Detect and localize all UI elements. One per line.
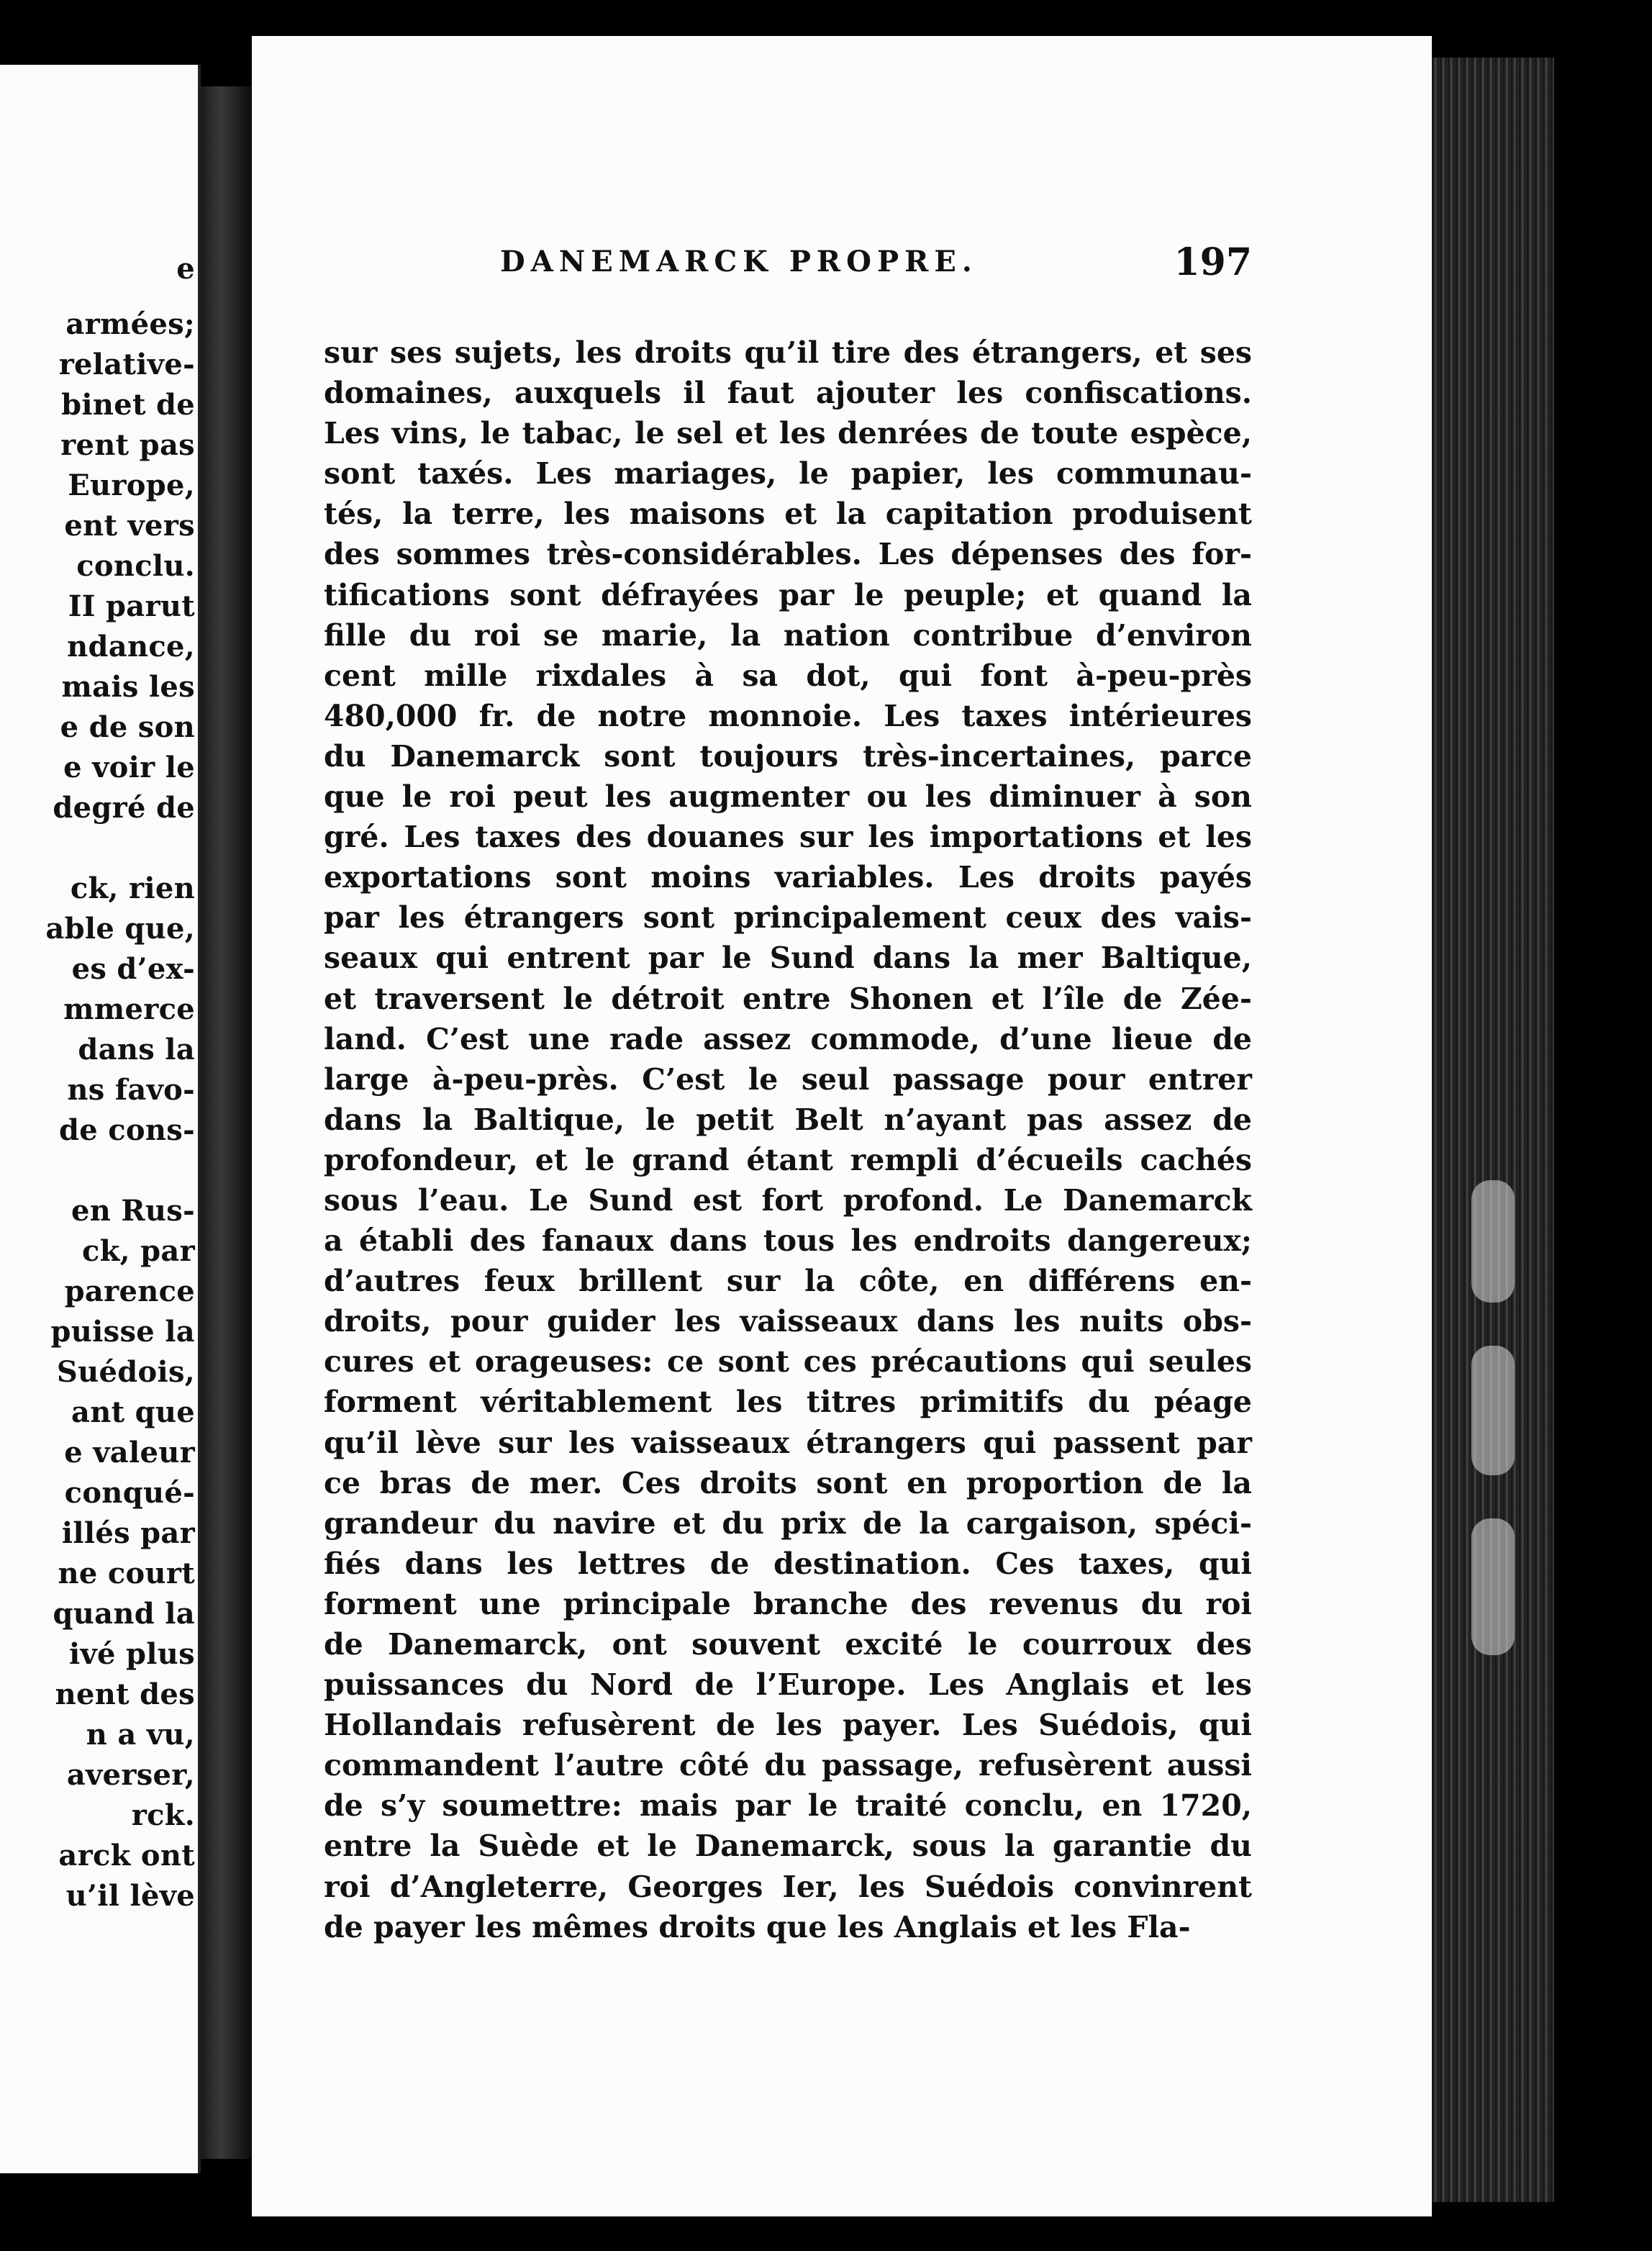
text-line: par les étrangers sont principalement ceux des vais- <box>324 900 1252 936</box>
left-line: rck. <box>131 1798 195 1832</box>
left-line: es d’ex- <box>71 952 195 986</box>
text-line: roi d’Angleterre, Georges Ier, les Suédois convinrent <box>324 1869 1252 1904</box>
text-line: a établi des fanaux dans tous les endroits dangereux; <box>324 1223 1252 1259</box>
text-line: entre la Suède et le Danemarck, sous la garantie du <box>324 1829 1252 1864</box>
left-line: parence <box>64 1274 195 1308</box>
left-line: illés par <box>61 1516 195 1550</box>
left-line: mmerce <box>63 992 195 1026</box>
text-line: d’autres feux brillent sur la côte, en différens en- <box>324 1264 1252 1299</box>
left-line: degré de <box>53 791 195 825</box>
left-line: ivé plus <box>69 1637 195 1671</box>
left-line: e valeur <box>64 1436 195 1469</box>
left-line: arck ont <box>58 1839 195 1872</box>
text-line: fille du roi se marie, la nation contribue d’environ <box>324 617 1252 653</box>
text-line: sont taxés. Les mariages, le papier, les communau- <box>324 456 1252 492</box>
text-line: forment une principale branche des revenus du roi <box>324 1586 1252 1621</box>
left-line: conclu. <box>76 549 195 583</box>
text-line: droits, pour guider les vaisseaux dans les nuits obs- <box>324 1304 1252 1339</box>
running-head: DANEMARCK PROPRE. <box>500 245 978 278</box>
left-line: able que, <box>45 912 195 946</box>
text-line: cent mille rixdales à sa dot, qui font à-peu-près <box>324 658 1252 693</box>
text-line: grandeur du navire et du prix de la cargaison, spéci- <box>324 1505 1252 1541</box>
left-line: conqué- <box>64 1476 195 1510</box>
page-header <box>252 240 1252 295</box>
text-line: de payer les mêmes droits que les Anglais et les Fla- <box>324 1909 1191 1944</box>
left-line: e <box>176 252 195 286</box>
left-line: de cons- <box>59 1113 195 1147</box>
left-line: u’il lève <box>65 1879 195 1913</box>
text-line: large à-peu-près. C’est le seul passage pour entrer <box>324 1061 1252 1097</box>
left-line: e de son <box>60 710 195 744</box>
page-edge-mark <box>1471 1518 1515 1655</box>
left-line: binet de <box>61 388 195 422</box>
text-line: exportations sont moins variables. Les droits payés <box>324 860 1252 895</box>
left-line: Europe, <box>68 468 195 502</box>
text-line: gré. Les taxes des douanes sur les importations et les <box>324 820 1252 855</box>
left-line: ne court <box>58 1557 195 1590</box>
left-line: quand la <box>53 1597 195 1631</box>
left-line: ndance, <box>67 630 195 663</box>
left-line: ent vers <box>64 509 195 543</box>
text-line: dans la Baltique, le petit Belt n’ayant pas assez de <box>324 1102 1252 1137</box>
text-line: forment véritablement les titres primitifs du péage <box>324 1385 1252 1420</box>
text-line: cures et orageuses: ce sont ces précautions qui seules <box>324 1344 1252 1380</box>
text-line: Les vins, le tabac, le sel et les denrées de toute espèce, <box>324 416 1252 451</box>
text-line: seaux qui entrent par le Sund dans la mer Baltique, <box>324 941 1252 976</box>
text-line: Hollandais refusèrent de les payer. Les Suédois, qui <box>324 1708 1252 1743</box>
page-edge <box>1432 58 1554 2202</box>
text-line: que le roi peut les augmenter ou les diminuer à son <box>324 779 1252 815</box>
book-gutter <box>201 86 251 2159</box>
text-line: de s’y soumettre: mais par le traité conclu, en 1720, <box>324 1788 1252 1824</box>
left-page-fragment <box>0 65 201 2173</box>
text-line: qu’il lève sur les vaisseaux étrangers qui passent par <box>324 1425 1252 1460</box>
page-number: 197 <box>1174 240 1252 284</box>
left-line: II parut <box>68 589 195 623</box>
left-line: en Rus- <box>71 1194 195 1228</box>
text-line: profondeur, et le grand étant rempli d’écueils cachés <box>324 1142 1252 1177</box>
text-line: de Danemarck, ont souvent excité le courroux des <box>324 1627 1252 1662</box>
left-line: relative- <box>58 348 195 381</box>
text-line: sous l’eau. Le Sund est fort profond. Le Danemarck <box>324 1182 1252 1218</box>
text-line: du Danemarck sont toujours très-incertaines, parce <box>324 738 1252 774</box>
left-line: ck, par <box>82 1234 195 1268</box>
text-line: fiés dans les lettres de destination. Ces taxes, qui <box>324 1546 1252 1581</box>
text-line: land. C’est une rade assez commode, d’une lieue de <box>324 1021 1252 1056</box>
left-line: rent pas <box>60 428 195 462</box>
left-line: averser, <box>66 1758 195 1792</box>
text-line: puissances du Nord de l’Europe. Les Anglais et les <box>324 1667 1252 1703</box>
page-edge-mark <box>1471 1346 1515 1475</box>
body-text <box>324 332 1252 1947</box>
left-line: e voir le <box>63 751 195 784</box>
left-line: Suédois, <box>56 1355 195 1389</box>
page-edge-mark <box>1471 1180 1515 1303</box>
text-line: des sommes très-considérables. Les dépenses des for- <box>324 537 1252 572</box>
left-line: dans la <box>78 1033 195 1066</box>
left-line: n a vu, <box>86 1718 195 1752</box>
text-line: ce bras de mer. Ces droits sont en proportion de la <box>324 1465 1252 1500</box>
text-line: tifications sont défrayées par le peuple; et quand la <box>324 577 1252 612</box>
text-line: 480,000 fr. de notre monnoie. Les taxes intérieures <box>324 698 1252 733</box>
text-line: tés, la terre, les maisons et la capitation produisent <box>324 497 1252 532</box>
left-line: ck, rien <box>70 871 195 905</box>
text-line: commandent l’autre côté du passage, refusèrent aussi <box>324 1748 1252 1783</box>
left-line: mais les <box>61 670 195 704</box>
text-line: et traversent le détroit entre Shonen et l’île de Zée- <box>324 981 1252 1016</box>
text-line: sur ses sujets, les droits qu’il tire des étrangers, et ses <box>324 335 1252 370</box>
left-line: nent des <box>55 1677 195 1711</box>
left-line: puisse la <box>50 1315 195 1349</box>
left-line: ns favo- <box>67 1073 195 1107</box>
left-line: ant que <box>71 1395 195 1429</box>
left-line: armées; <box>65 307 195 341</box>
text-line: domaines, auxquels il faut ajouter les confiscations. <box>324 376 1252 411</box>
